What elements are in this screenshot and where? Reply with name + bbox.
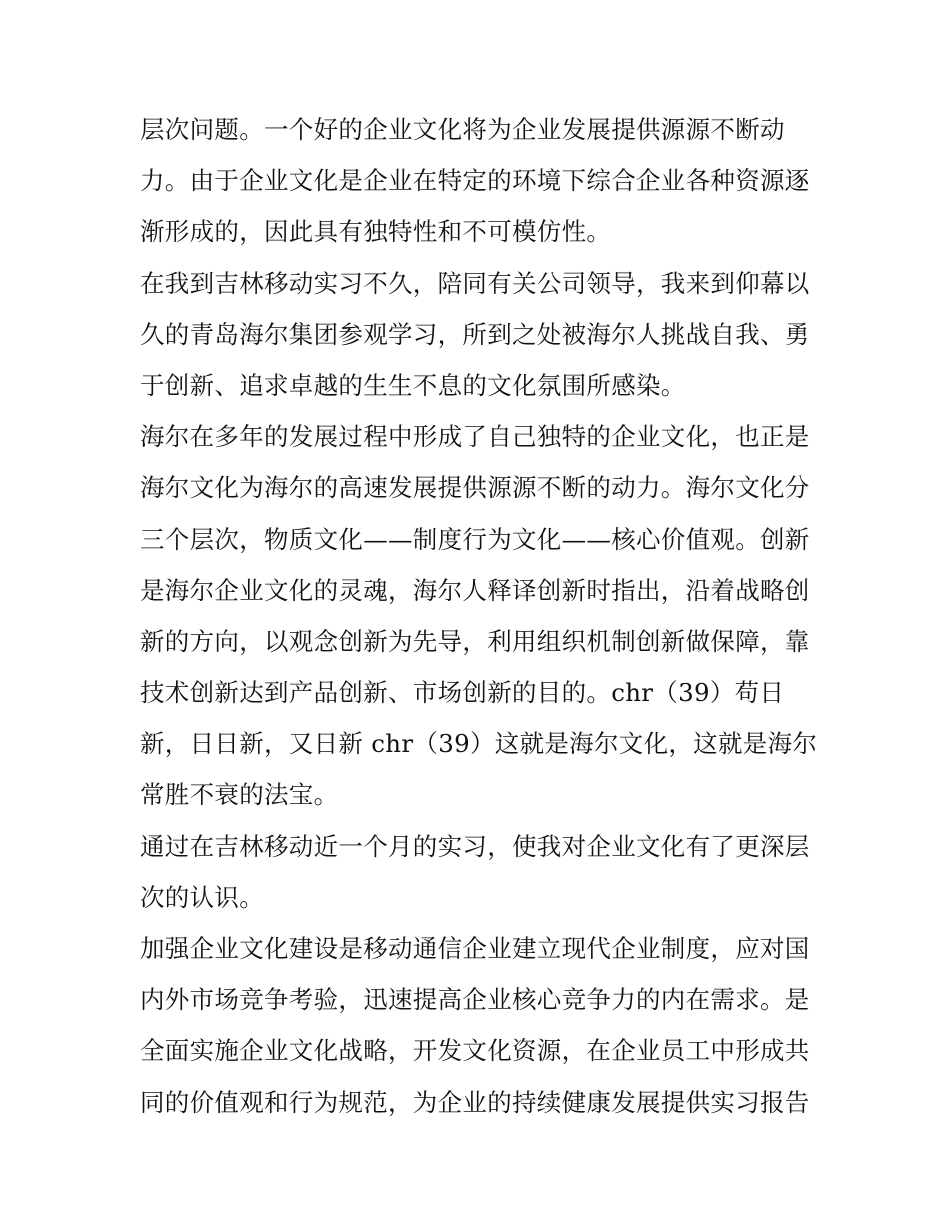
text-line: 全面实施企业文化战略，开发文化资源，在企业员工中形成共 <box>140 1036 810 1066</box>
text-line: 常胜不衰的法宝。 <box>140 780 339 810</box>
text-line: 层次问题。一个好的企业文化将为企业发展提供源源不断动 <box>140 115 785 144</box>
paragraph <box>140 821 815 923</box>
text-line: 加强企业文化建设是移动通信企业建立现代企业制度，应对国 <box>140 934 810 963</box>
document-body <box>140 104 818 1128</box>
text-line: 通过在吉林移动近一个月的实习，使我对企业文化有了更深层 <box>140 831 810 861</box>
text-line: 海尔文化为海尔的高速发展提供源源不断的动力。海尔文化分 <box>140 473 810 503</box>
text-line: 海尔在多年的发展过程中形成了自己独特的企业文化，也正是 <box>140 422 810 452</box>
text-line: 久的青岛海尔集团参观学习，所到之处被海尔人挑战自我、勇 <box>140 319 810 349</box>
text-line: 于创新、追求卓越的生生不息的文化氛围所感染。 <box>140 370 686 400</box>
paragraph <box>140 923 815 1128</box>
paragraph <box>140 104 815 258</box>
text-line: 是海尔企业文化的灵魂，海尔人释译创新时指出，沿着战略创 <box>140 575 810 605</box>
text-line: 力。由于企业文化是企业在特定的环境下综合企业各种资源逐 <box>140 166 810 196</box>
text-line: 三个层次，物质文化——制度行为文化——核心价值观。创新 <box>140 524 810 554</box>
text-line: 新，日日新，又日新 chr（39）这就是海尔文化，这就是海尔 <box>140 729 818 759</box>
text-line: 次的认识。 <box>140 882 264 912</box>
text-line: 在我到吉林移动实习不久，陪同有关公司领导，我来到仰幕以 <box>140 268 810 298</box>
text-line: 渐形成的，因此具有独特性和不可模仿性。 <box>140 217 612 247</box>
text-line: 新的方向，以观念创新为先导，利用组织机制创新做保障，靠 <box>140 626 810 656</box>
paragraph <box>140 411 818 821</box>
text-line: 技术创新达到产品创新、市场创新的目的。chr（39）苟日 <box>140 678 785 708</box>
paragraph <box>140 258 815 412</box>
text-line: 同的价值观和行为规范，为企业的持续健康发展提供实习报告 <box>140 1087 810 1117</box>
text-line: 内外市场竞争考验，迅速提高企业核心竞争力的内在需求。是 <box>140 985 810 1015</box>
